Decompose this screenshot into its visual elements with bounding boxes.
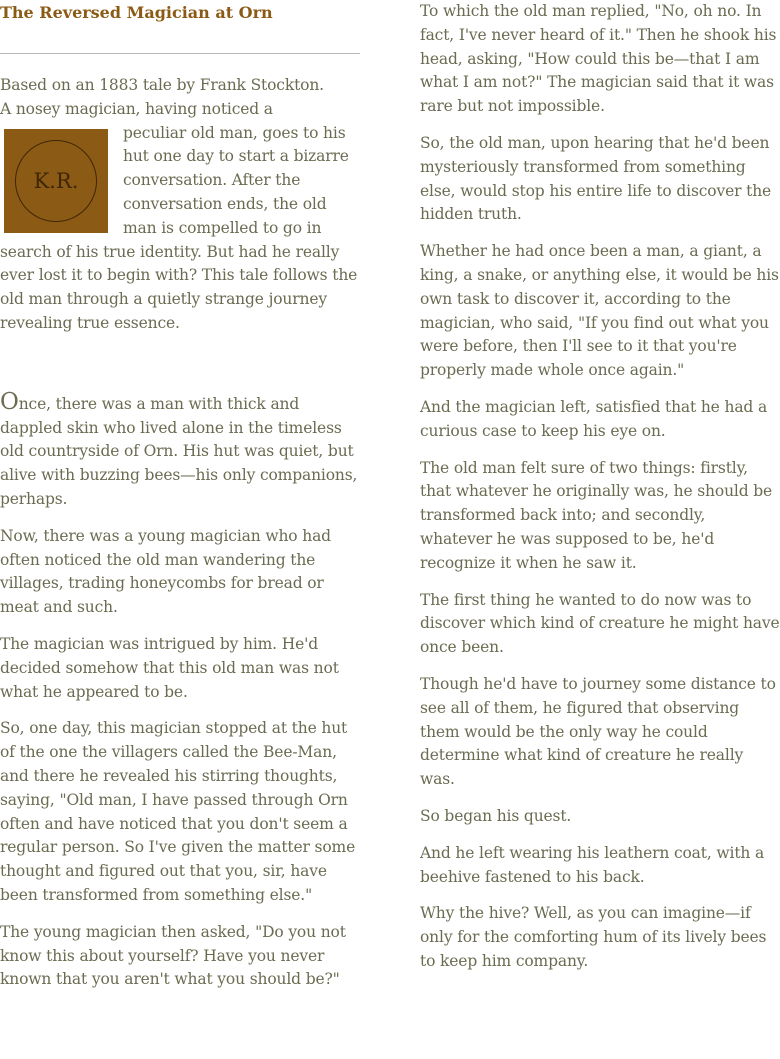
- intro-line-2: A nosey magician, having noticed a: [0, 99, 273, 118]
- intro-rest: peculiar old man, goes to his hut one day to start a bizarre conversation. After the conversation ends, the old man is compelled to go in search of his true identity. But had he really ever lost it to begin with? This tale follows the old man through a quietly strange journey revealing true essence.: [0, 123, 358, 332]
- story-paragraph: To which the old man replied, "No, oh no. In fact, I've never heard of it." Then he shook his head, asking, "How could this be—that I am what I am not?" The magician said that it was rare but not impossible.: [420, 2, 777, 116]
- story-paragraph: The old man felt sure of two things: firstly, that whatever he originally was, he should be transformed back into; and secondly, whatever he was supposed to be, he'd recognize it when he saw it.: [420, 458, 773, 572]
- story-paragraph: Whether he had once been a man, a giant, a king, a snake, or anything else, it would be his own task to discover it, according to the magician, who said, "If you find out what you were before, then I'll see to it that you're properly made whole once again.": [420, 242, 779, 380]
- story-paragraph: The first thing he wanted to do now was to discover which kind of creature he might have once been.: [420, 590, 780, 657]
- story-paragraph: The young magician then asked, "Do you not know this about yourself? Have you never known that you aren't what you should be?": [0, 922, 346, 989]
- story-paragraph: The magician was intrigued by him. He'd decided somehow that this old man was not what he appeared to be.: [0, 634, 339, 701]
- story-paragraph: So, one day, this magician stopped at the hut of the one the villagers called the Bee-Man, and there he revealed his stirring thoughts, saying, "Old man, I have passed through Orn often and have noticed that you don't seem a regular person. So I've given the matter some thought and figured out that you, sir, have been transformed from something else.": [0, 719, 356, 904]
- story-paragraph: Though he'd have to journey some distance to see all of them, he figured that observing them would be the only way he could determine what kind of creature he really was.: [420, 674, 776, 789]
- story-first-rest: nce, there was a man with thick and dappled skin who lived alone in the timeless old countryside of Orn. His hut was quiet, but alive with buzzing bees—his only companions, perhaps.: [0, 394, 358, 508]
- story-paragraph: So, the old man, upon hearing that he'd been mysteriously transformed from something else, would stop his entire life to discover the hidden truth.: [420, 133, 772, 224]
- story-paragraph: So began his quest.: [420, 806, 572, 825]
- story-paragraph: And he left wearing his leathern coat, with a beehive fastened to his back.: [420, 843, 765, 886]
- right-column: [420, 0, 780, 987]
- story-first-paragraph: [0, 388, 360, 512]
- story-paragraph: Now, there was a young magician who had often noticed the old man wandering the villages, trading honeycombs for bread or meat and such.: [0, 526, 331, 617]
- story-paragraph: Why the hive? Well, as you can imagine—if only for the comforting hum of its lively bees to keep him company.: [420, 904, 767, 970]
- page-title: The Reversed Magician at Orn: [0, 3, 273, 22]
- author-initials-logo: [4, 129, 108, 233]
- left-column: [0, 0, 360, 1005]
- title-divider: [0, 53, 360, 54]
- story-paragraph: And the magician left, satisfied that he had a curious case to keep his eye on.: [420, 397, 768, 440]
- initials-seal: K.R.: [15, 140, 97, 222]
- intro-block: [0, 74, 360, 336]
- story-left: [0, 388, 360, 992]
- intro-line-1: Based on an 1883 tale by Frank Stockton.: [0, 76, 324, 94]
- drop-cap: O: [0, 388, 19, 415]
